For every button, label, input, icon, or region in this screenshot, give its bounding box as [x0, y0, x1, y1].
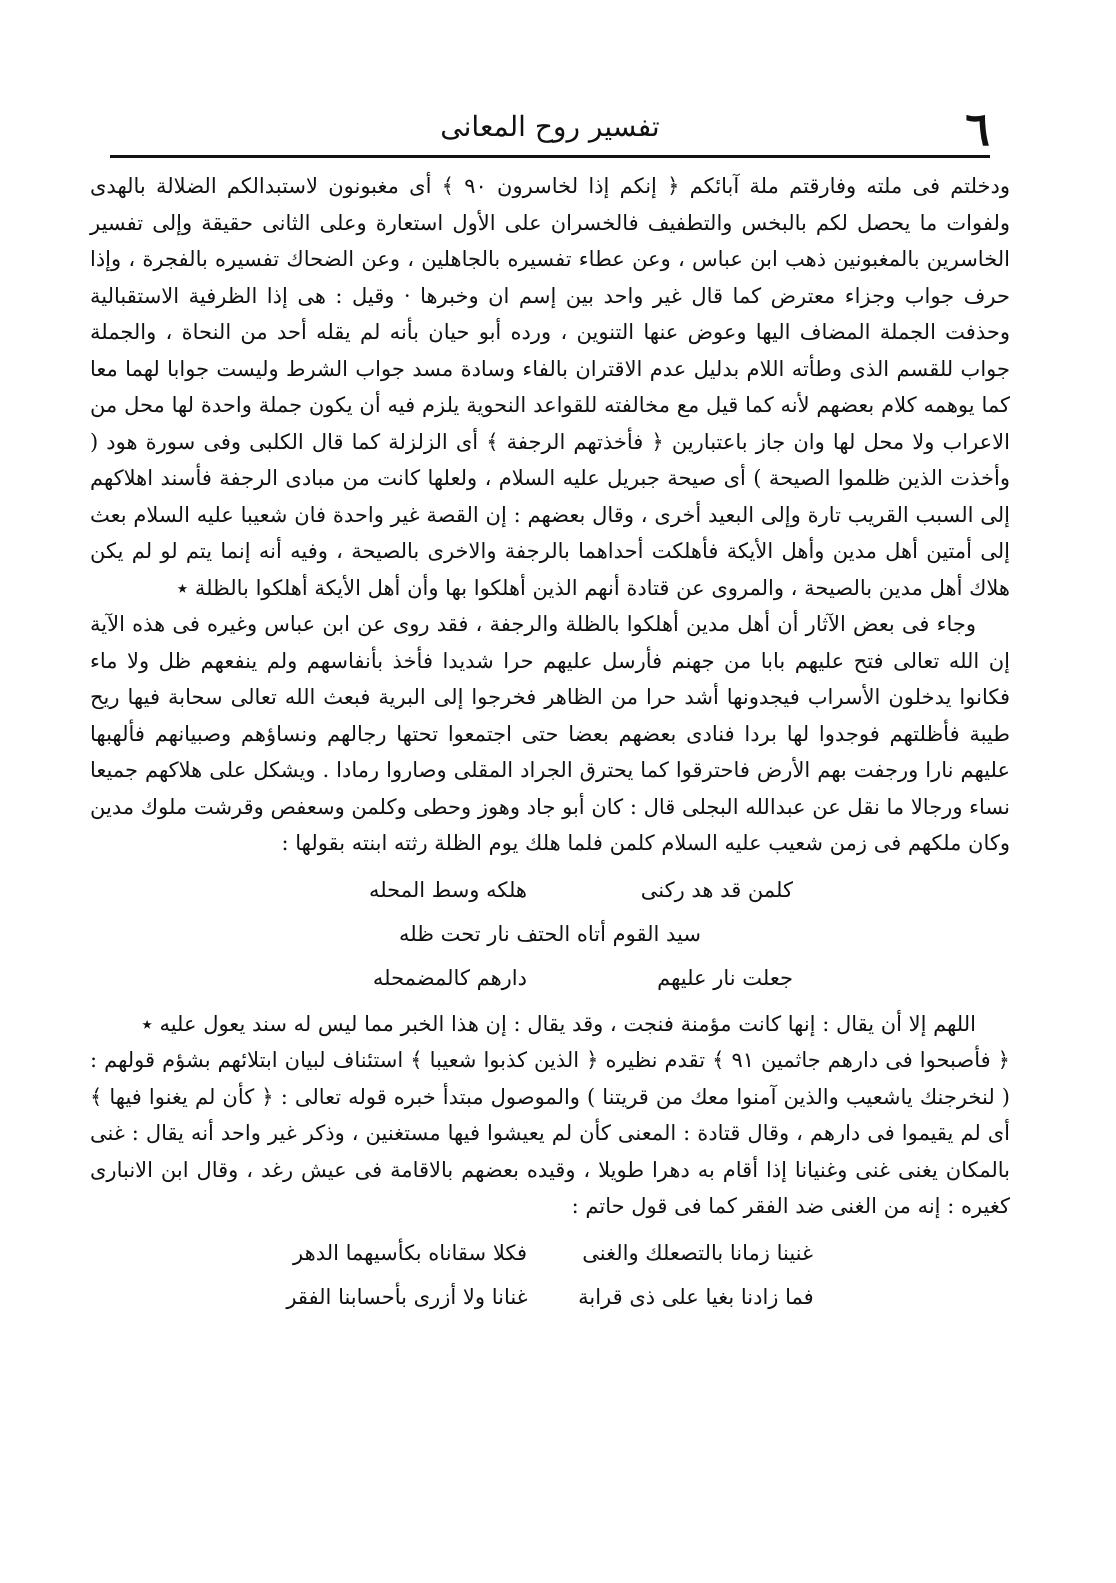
verse-first-hemistich: كلمن قد هد ركنى	[640, 877, 793, 902]
poem-lament	[90, 868, 1010, 1000]
poem-hatim	[90, 1231, 1010, 1319]
paragraph: ﴿ فأصبحوا فى دارهم جاثمين ٩١ ﴾ تقدم نظيره ﴿ الذين كذبوا شعيبا ﴾ استئناف لبيان ابتلائهم بشؤم قولهم : ( لنخرجنك ياشعيب والذين آمنوا معك من قريتنا ) والموصول مبتدأ خبره قوله تعالى : ﴿ كأن لم يغنوا فيها ﴾ أى لم يقيموا فى دارهم ، وقال قتادة : المعنى كأن لم يعيشوا فيها مستغنين ، وذكر غير واحد أنه يقال : غنى بالمكان يغنى غنى وغنيانا إذا أقام به دهرا طويلا ، وقيده بعضهم بالاقامة فى عيش رغد ، وقال ابن الانبارى كغيره : إنه من الغنى ضد الفقر كما فى قول حاتم :	[90, 1048, 1010, 1218]
paragraph: اللهم إلا أن يقال : إنها كانت مؤمنة فنجت ، وقد يقال : إن هذا الخبر مما ليس له سند يعول عليه ٭	[141, 1011, 976, 1036]
verse-line	[90, 1275, 1010, 1319]
verse-second-hemistich: دارهم كالمضمحله	[372, 965, 527, 990]
verse-first-hemistich: فما زادنا بغيا على ذى قرابة	[578, 1284, 814, 1309]
header-rule	[110, 155, 990, 158]
verse-line	[90, 956, 1010, 1000]
body-text	[90, 168, 1010, 1325]
running-title: تفسير روح المعانى	[440, 110, 660, 143]
verse-line	[90, 868, 1010, 912]
paragraph: ودخلتم فى ملته وفارقتم ملة آبائكم ﴿ إنكم إذا لخاسرون ٩٠ ﴾ أى مغبونون لاستبدالكم الضلالة بالهدى ولفوات ما يحصل لكم بالبخس والتطفيف فالخسران على الأول استعارة وعلى الثانى حقيقة وإلى تفسير الخاسرين بالمغبونين ذهب ابن عباس ، وعن عطاء تفسيره بالجاهلين ، وعن الضحاك تفسيره بالفجرة ، وإذا حرف جواب وجزاء معترض كما قال غير واحد بين إسم ان وخبرها · وقيل : هى إذا الظرفية الاستقبالية وحذفت الجملة المضاف اليها وعوض عنها التنوين ، ورده أبو حيان بأنه لم يقله أحد من النحاة ، والجملة جواب للقسم الذى وطأته اللام بدليل عدم الاقتران بالفاء وسادة مسد جواب الشرط وليست جوابا لهما معا كما يوهمه كلام بعضهم لأنه كما قيل مع مخالفته للقواعد النحوية يلزم فيه أن يكون جملة واحدة لها محل من الاعراب ولا محل لها وان جاز باعتبارين ﴿ فأخذتهم الرجفة ﴾ أى الزلزلة كما قال الكلبى وفى سورة هود ( وأخذت الذين ظلموا الصيحة ) أى صيحة جبريل عليه السلام ، ولعلها كانت من مبادى الرجفة فأسند اهلاكهم إلى السبب القريب تارة وإلى البعيد أخرى ، وقال بعضهم : إن القصة غير واحدة فان شعيبا عليه السلام بعث إلى أمتين أهل مدين وأهل الأيكة فأهلكت أحداهما بالرجفة والاخرى بالصيحة ، وفيه أنه إنما يتم لو لم يكن هلاك أهل مدين بالصيحة ، والمروى عن قتادة أنهم الذين أهلكوا بها وأن أهل الأيكة أهلكوا بالظلة ٭	[90, 174, 1010, 600]
verse-first-hemistich: جعلت نار عليهم	[657, 965, 793, 990]
verse-line	[90, 912, 1010, 956]
verse-line	[90, 1231, 1010, 1275]
page-header	[110, 102, 990, 156]
page-number: ٦	[965, 102, 990, 156]
verse-second-hemistich: هلكه وسط المحله	[368, 877, 527, 902]
paragraph: وجاء فى بعض الآثار أن أهل مدين أهلكوا بالظلة والرجفة ، فقد روى عن ابن عباس وغيره فى هذه الآية إن الله تعالى فتح عليهم بابا من جهنم فأرسل عليهم حرا شديدا فأخذ بأنفاسهم ولم ينفعهم ظل ولا ماء فكانوا يدخلون الأسراب فيجدونها أشد حرا من الظاهر فخرجوا إلى البرية فبعث الله تعالى سحابة فيها ريح طيبة فأظلتهم فوجدوا لها بردا فنادى بعضهم بعضا حتى اجتمعوا تحتها رجالهم ونساؤهم وصبيانهم فألهبها عليهم نارا ورجفت بهم الأرض فاحترقوا كما يحترق الجراد المقلى وصاروا رمادا . ويشكل على هلاكهم جميعا نساء ورجالا ما نقل عن عبدالله البجلى قال : كان أبو جاد وهوز وحطى وكلمن وسعفص وقرشت ملوك مدين وكان ملكهم فى زمن شعيب عليه السلام كلمن فلما هلك يوم الظلة رثته ابنته بقولها :	[90, 612, 1010, 855]
verse-first-hemistich: غنينا زمانا بالتصعلك والغنى	[582, 1240, 813, 1265]
verse-full-line: سيد القوم أتاه الحتف نار تحت ظله	[399, 921, 701, 946]
verse-second-hemistich: غنانا ولا أزرى بأحسابنا الفقر	[286, 1284, 528, 1309]
verse-second-hemistich: فكلا سقاناه بكأسيهما الدهر	[293, 1240, 527, 1265]
